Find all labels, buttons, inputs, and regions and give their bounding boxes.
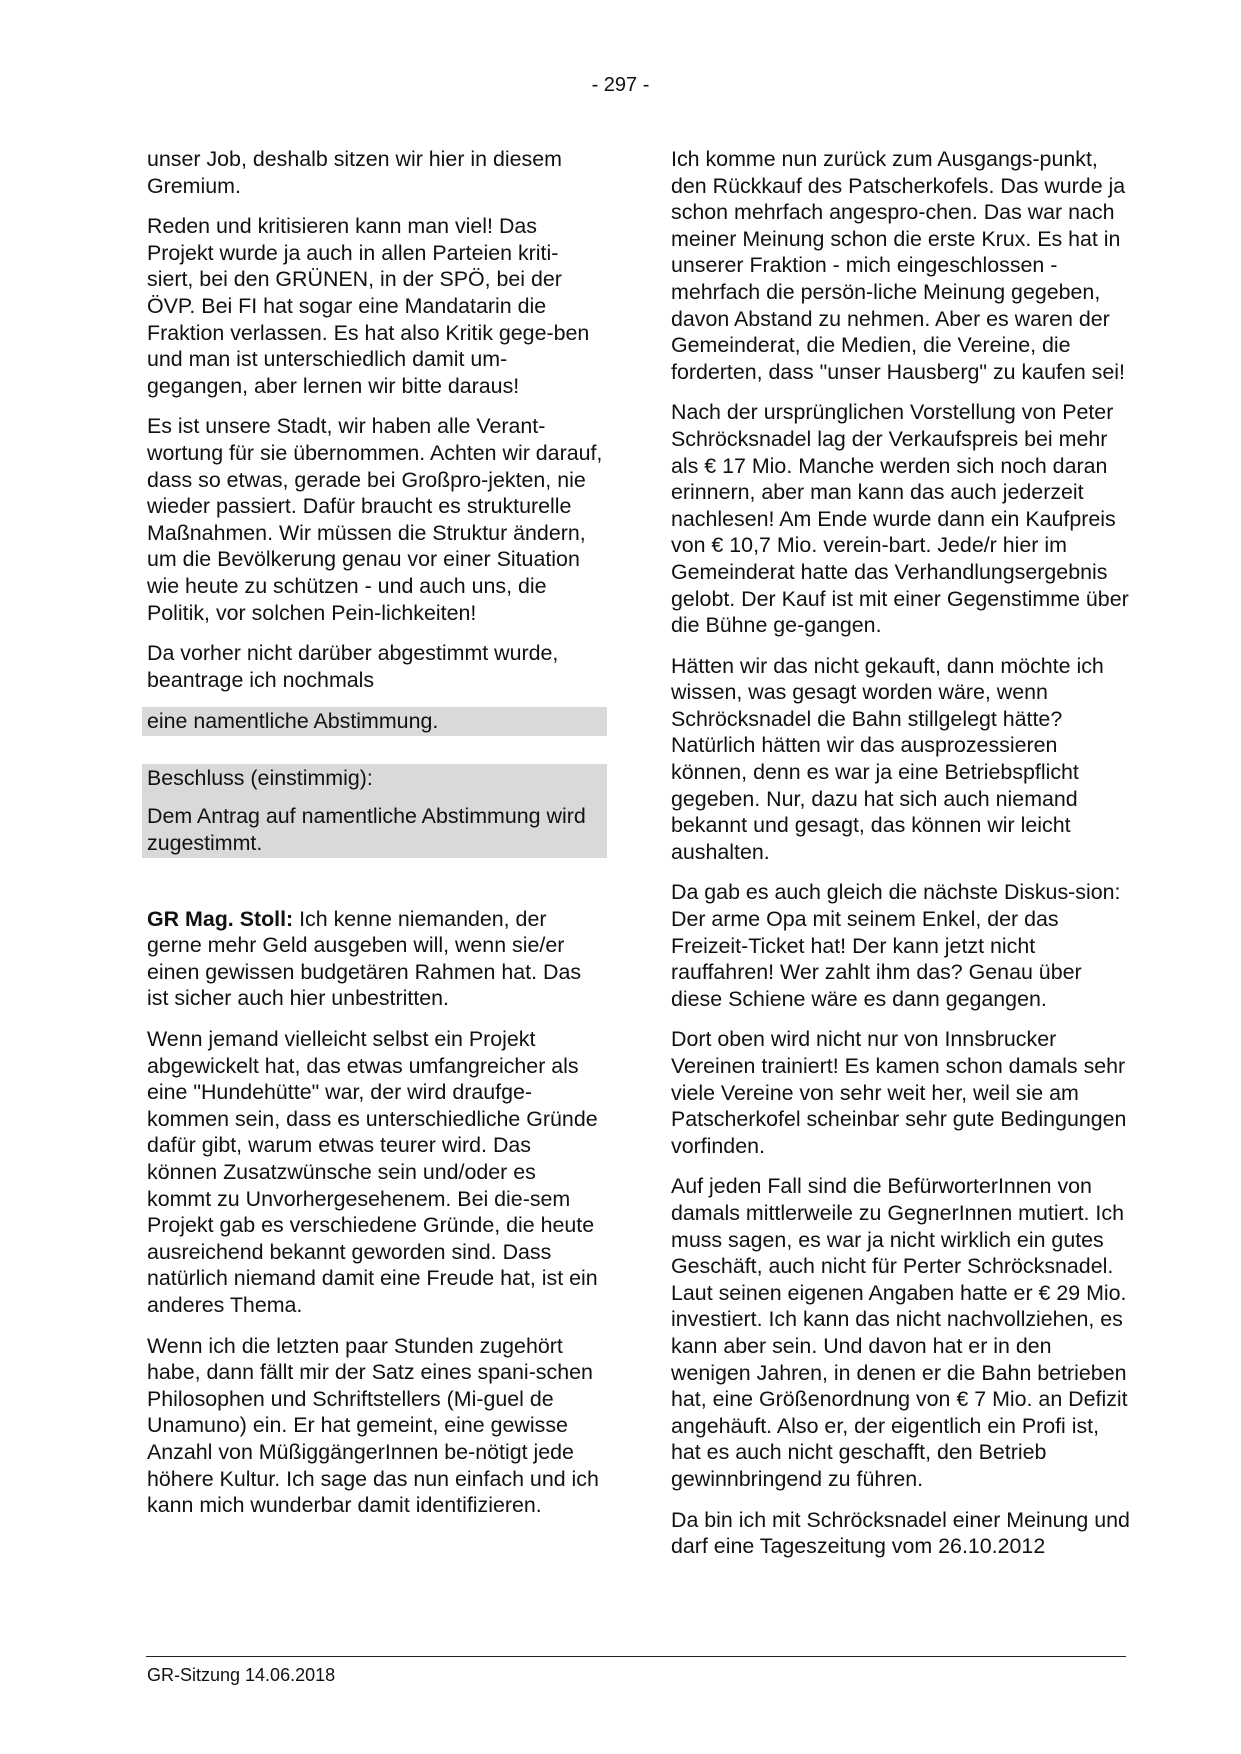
- paragraph: Wenn ich die letzten paar Stunden zugehört habe, dann fällt mir der Satz eines spani-schen Philosophen und Schriftstellers (Mi-guel de Unamuno) ein. Er hat gemeint, eine gewisse Anzahl von MüßiggängerInnen be-nötigt jede höhere Kultur. Ich sage das nun einfach und ich kann mich wunderbar damit identifizieren.: [147, 1333, 599, 1518]
- motion-highlight: [142, 707, 607, 736]
- left-column: [147, 146, 603, 1533]
- paragraph: Da bin ich mit Schröcksnadel einer Meinung und darf eine Tageszeitung vom 26.10.2012: [671, 1507, 1130, 1559]
- resolution-text: Dem Antrag auf namentliche Abstimmung wird zugestimmt.: [147, 804, 586, 856]
- paragraph: Wenn jemand vielleicht selbst ein Projekt abgewickelt hat, das etwas umfangreicher als eine "Hundehütte" war, der wird draufge-kommen sein, dass es unterschiedliche Gründe dafür gibt, warum etwas teurer wird. Das können Zusatzwünsche sein und/oder es kommt zu Unvorhergesehenem. Bei die-sem Projekt gab es verschiedene Gründe, die heute ausreichend bekannt geworden sind. Dass natürlich niemand damit eine Freude hat, ist ein anderes Thema.: [147, 1027, 598, 1317]
- paragraph: Da vorher nicht darüber abgestimmt wurde, beantrage ich nochmals: [147, 641, 559, 692]
- speaker-paragraph: [147, 906, 603, 1012]
- paragraph: Auf jeden Fall sind die BefürworterInnen von damals mittlerweile zu GegnerInnen mutiert. Ich muss sagen, es war ja nicht wirklich ein gutes Geschäft, auch nicht für Perter Schröcksnadel. Laut seinen eigenen Angaben hatte er € 29 Mio. investiert. Ich kann das nicht nachvollziehen, es kann aber sein. Und davon hat er in den wenigen Jahren, in denen er die Bahn betrieben hat, eine Größenordnung von € 7 Mio. an Defizit angehäuft. Also er, der eigentlich ein Profi ist, hat es auch nicht geschafft, den Betrieb gewinnbringend zu führen.: [671, 1174, 1128, 1491]
- motion-text: eine namentliche Abstimmung.: [147, 709, 439, 734]
- paragraph: Hätten wir das nicht gekauft, dann möchte ich wissen, was gesagt worden wäre, wenn Schröcksnadel die Bahn stillgelegt hätte? Natürlich hätten wir das ausprozessieren können, denn es war ja eine Betriebspflicht gegeben. Nur, dazu hat sich auch niemand bekannt und gesagt, das können wir leicht aushalten.: [671, 653, 1104, 864]
- paragraph: Nach der ursprünglichen Vorstellung von Peter Schröcksnadel lag der Verkaufspreis bei mehr als € 17 Mio. Manche werden sich noch daran erinnern, aber man kann das auch jederzeit nachlesen! Am Ende wurde dann ein Kaufpreis von € 10,7 Mio. verein-bart. Jede/r hier im Gemeinderat hatte das Verhandlungsergebnis gelobt. Der Kauf ist mit einer Gegenstimme über die Bühne ge-gangen.: [671, 400, 1129, 638]
- paragraph: Dort oben wird nicht nur von Innsbrucker Vereinen trainiert! Es kamen schon damals sehr viele Vereine von sehr weit her, weil sie am Patscherkofel scheinbar sehr gute Bedingungen vorfinden.: [671, 1027, 1127, 1158]
- footer-divider: [146, 1656, 1126, 1657]
- paragraph: Es ist unsere Stadt, wir haben alle Verant-wortung für sie übernommen. Achten wir darauf, dass so etwas, gerade bei Großpro-jekten, nie wieder passiert. Dafür braucht es strukturelle Maßnahmen. Wir müssen die Struktur ändern, um die Bevölkerung genau vor einer Situation wie heute zu schützen - und auch uns, die Politik, vor solchen Pein-lichkeiten!: [147, 414, 603, 625]
- paragraph: Da gab es auch gleich die nächste Diskus-sion: Der arme Opa mit seinem Enkel, der das Freizeit-Ticket hat! Der kann jetzt nicht rauffahren! Wer zahlt ihm das? Genau über diese Schiene wäre es dann gegangen.: [671, 880, 1121, 1011]
- resolution-heading: Beschluss (einstimmig):: [147, 765, 373, 790]
- speaker-name: GR Mag. Stoll:: [147, 906, 294, 931]
- resolution-box: [142, 764, 607, 858]
- paragraph: unser Job, deshalb sitzen wir hier in diesem Gremium.: [147, 147, 562, 198]
- speaker-text: Ich kenne niemanden, der gerne mehr Geld ausgeben will, wenn sie/er einen gewissen budgetären Rahmen hat. Das ist sicher auch hier unbestritten.: [147, 906, 582, 1011]
- paragraph: Ich komme nun zurück zum Ausgangs-punkt, den Rückkauf des Patscherkofels. Das wurde ja schon mehrfach angespro-chen. Das war nach meiner Meinung schon die erste Krux. Es hat in unserer Fraktion - mich eingeschlossen - mehrfach die persön-liche Meinung gegeben, davon Abstand zu nehmen. Aber es waren der Gemeinderat, die Medien, die Vereine, die forderten, dass "unser Hausberg" zu kaufen sei!: [671, 147, 1126, 384]
- footer-text: GR-Sitzung 14.06.2018: [147, 1665, 336, 1685]
- paragraph: Reden und kritisieren kann man viel! Das Projekt wurde ja auch in allen Parteien kriti-siert, bei den GRÜNEN, in der SPÖ, bei der ÖVP. Bei FI hat sogar eine Mandatarin die Fraktion verlassen. Es hat also Kritik gege-ben und man ist unterschiedlich damit um-gegangen, aber lernen wir bitte daraus!: [147, 214, 590, 398]
- right-column: [671, 146, 1130, 1574]
- page-number: - 297 -: [591, 74, 650, 96]
